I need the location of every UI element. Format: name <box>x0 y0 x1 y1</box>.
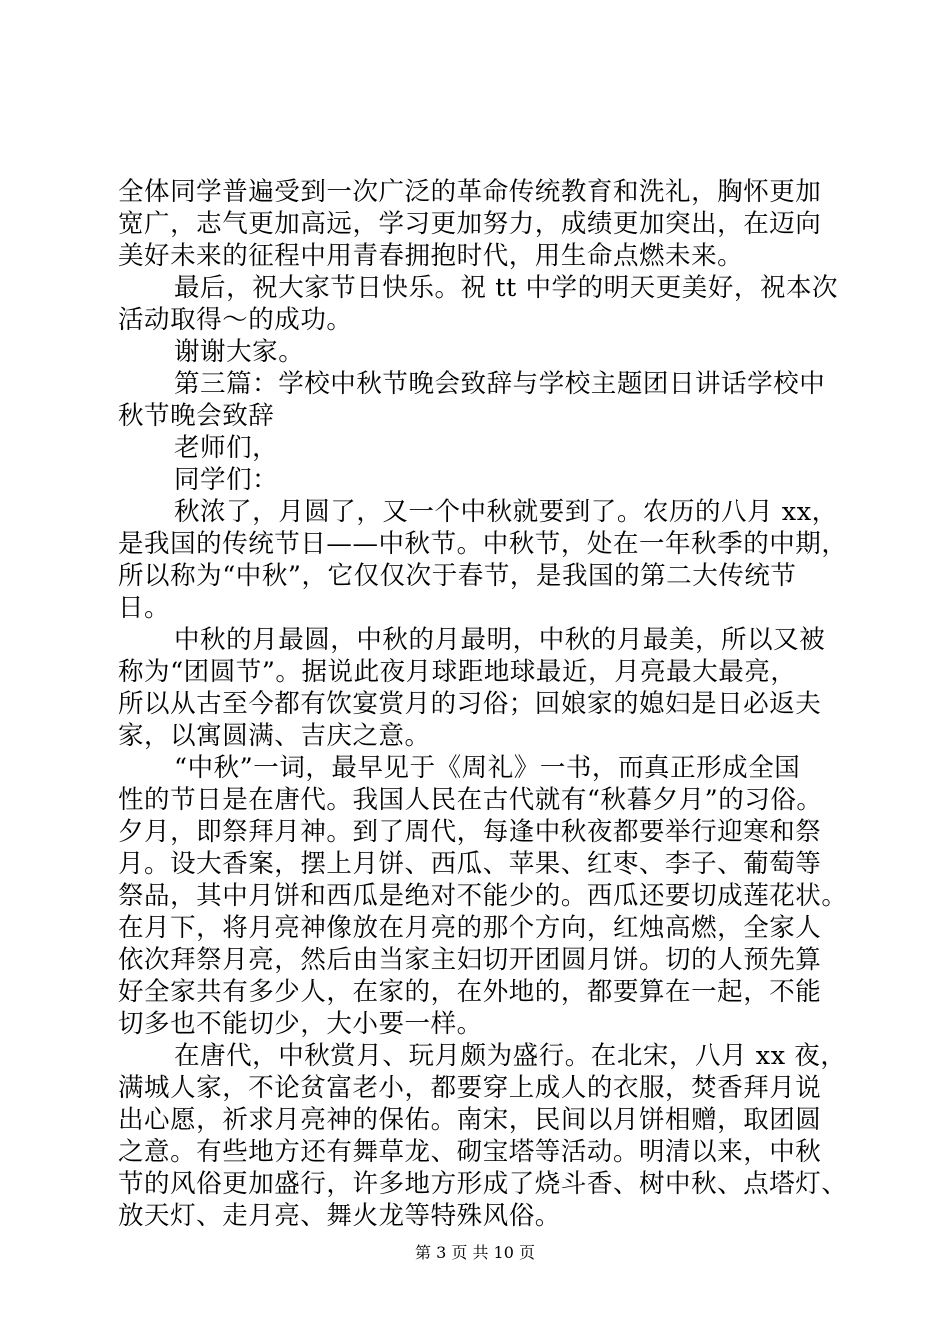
text-line: 好全家共有多少人，在家的，在外地的，都要算在一起，不能 <box>118 977 822 1007</box>
text-line: 是我国的传统节日——中秋节。中秋节，处在一年秋季的中期， <box>118 529 848 559</box>
text-line: 在月下，将月亮神像放在月亮的那个方向，红烛高燃，全家人 <box>118 913 822 943</box>
text-line: 最后，祝大家节日快乐。祝 tt 中学的明天更美好，祝本次 <box>174 273 839 303</box>
text-line: 在唐代，中秋赏月、玩月颇为盛行。在北宋，八月 xx 夜， <box>174 1041 847 1071</box>
text-line: 老师们， <box>174 433 279 463</box>
text-line: 谢谢大家。 <box>174 337 305 367</box>
text-line: 称为“团圆节”。据说此夜月球距地球最近，月亮最大最亮， <box>118 657 797 687</box>
text-line: 节的风俗更加盛行，许多地方形成了烧斗香、树中秋、点塔灯、 <box>118 1169 848 1199</box>
text-line: “中秋”一词，最早见于《周礼》一书，而真正形成全国 <box>174 753 801 783</box>
text-line: 祭品，其中月饼和西瓜是绝对不能少的。西瓜还要切成莲花状。 <box>118 881 848 911</box>
text-line: 放天灯、走月亮、舞火龙等特殊风俗。 <box>118 1201 561 1231</box>
text-line: 活动取得～的成功。 <box>118 305 353 335</box>
text-line: 出心愿，祈求月亮神的保佑。南宋，民间以月饼相赠，取团圆 <box>118 1105 822 1135</box>
text-line: 中秋的月最圆，中秋的月最明，中秋的月最美，所以又被 <box>174 625 826 655</box>
text-line: 切多也不能切少，大小要一样。 <box>118 1009 483 1039</box>
text-line: 秋浓了，月圆了，又一个中秋就要到了。农历的八月 xx， <box>174 497 838 527</box>
text-line: 美好未来的征程中用青春拥抱时代，用生命点燃未来。 <box>118 241 744 271</box>
text-line: 全体同学普遍受到一次广泛的革命传统教育和洗礼，胸怀更加 <box>118 177 822 207</box>
text-line: 宽广，志气更加高远，学习更加努力，成绩更加突出，在迈向 <box>118 209 822 239</box>
document-body <box>118 176 848 1232</box>
text-line: 所以称为“中秋”，它仅仅次于春节，是我国的第二大传统节 <box>118 561 797 591</box>
text-line: 日。 <box>118 593 171 623</box>
text-line: 月。设大香案，摆上月饼、西瓜、苹果、红枣、李子、葡萄等 <box>118 849 822 879</box>
text-line: 家，以寓圆满、吉庆之意。 <box>118 721 431 751</box>
page-footer: 第 3 页 共 10 页 <box>415 1243 535 1262</box>
text-line: 所以从古至今都有饮宴赏月的习俗；回娘家的媳妇是日必返夫 <box>118 689 822 719</box>
text-line: 性的节日是在唐代。我国人民在古代就有“秋暮夕月”的习俗。 <box>118 785 823 815</box>
text-line: 之意。有些地方还有舞草龙、砌宝塔等活动。明清以来，中秋 <box>118 1137 822 1167</box>
text-line: 同学们： <box>174 465 279 495</box>
text-line: 依次拜祭月亮，然后由当家主妇切开团圆月饼。切的人预先算 <box>118 945 822 975</box>
text-line: 满城人家，不论贫富老小，都要穿上成人的衣服，焚香拜月说 <box>118 1073 822 1103</box>
text-line: 第三篇：学校中秋节晚会致辞与学校主题团日讲话学校中 <box>174 369 826 399</box>
text-line: 夕月，即祭拜月神。到了周代，每逢中秋夜都要举行迎寒和祭 <box>118 817 822 847</box>
text-line: 秋节晚会致辞 <box>118 401 275 431</box>
